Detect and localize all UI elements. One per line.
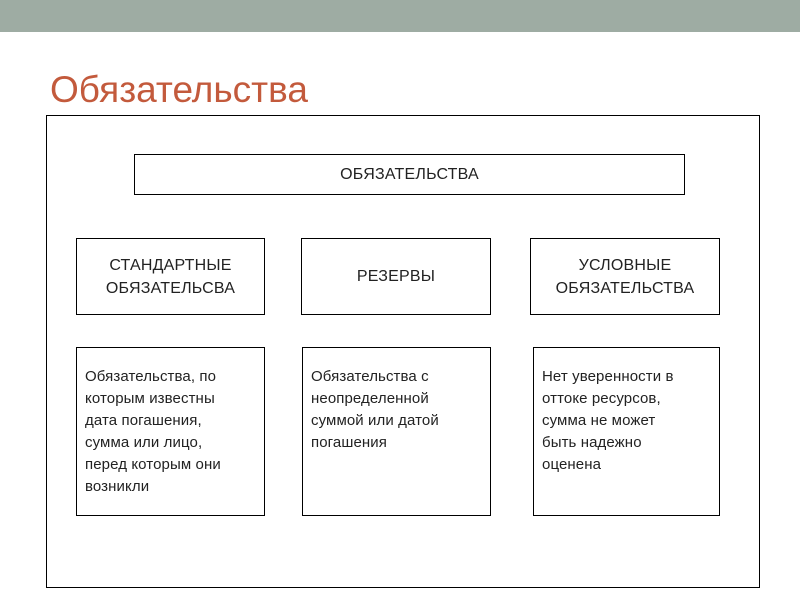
category-box-contingent bbox=[530, 238, 720, 315]
description-text-contingent: Нет уверенности в оттоке ресурсов, сумма не может быть надежно оценена bbox=[542, 368, 674, 473]
slide-title: Обязательства bbox=[50, 69, 308, 110]
description-box-standard bbox=[76, 347, 265, 516]
top-decor-band bbox=[0, 0, 800, 32]
description-box-reserves bbox=[302, 347, 491, 516]
diagram-root-box bbox=[134, 154, 685, 195]
description-box-contingent bbox=[533, 347, 720, 516]
diagram-root-label: ОБЯЗАТЕЛЬСТВА bbox=[340, 166, 479, 183]
category-label-standard: СТАНДАРТНЫЕ ОБЯЗАТЕЛЬСВА bbox=[105, 256, 236, 297]
category-box-standard bbox=[76, 238, 265, 315]
category-label-contingent: УСЛОВНЫЕ ОБЯЗАТЕЛЬСТВА bbox=[555, 256, 695, 297]
description-text-standard: Обязательства, по которым известны дата погашения, сумма или лицо, перед которым они возникли bbox=[85, 368, 221, 495]
category-box-reserves bbox=[301, 238, 491, 315]
category-label-reserves: РЕЗЕРВЫ bbox=[356, 268, 436, 285]
description-text-reserves: Обязательства с неопределенной суммой или датой погашения bbox=[311, 368, 439, 451]
